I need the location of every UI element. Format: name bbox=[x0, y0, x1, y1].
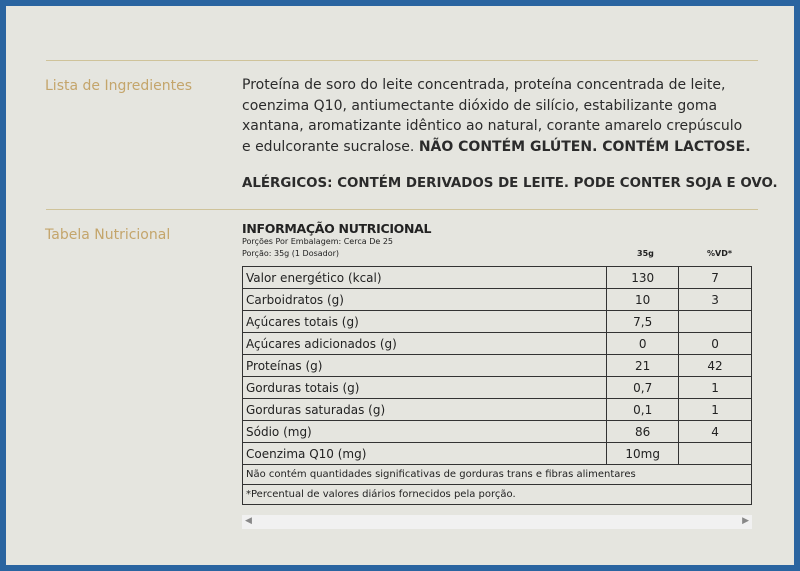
nutrient-value: 7,5 bbox=[607, 311, 679, 333]
allergens-warning: ALÉRGICOS: CONTÉM DERIVADOS DE LEITE. PODE CONTER SOJA E OVO. bbox=[242, 176, 778, 191]
gluten-lactose-warning: NÃO CONTÉM GLÚTEN. CONTÉM LACTOSE. bbox=[418, 138, 751, 155]
ingredients-text bbox=[242, 75, 754, 157]
scroll-left-arrow-icon[interactable]: ◀ bbox=[245, 516, 252, 526]
nutrient-dv: 4 bbox=[679, 421, 752, 443]
table-row bbox=[243, 311, 752, 333]
nutrition-table-title: INFORMAÇÃO NUTRICIONAL bbox=[242, 221, 432, 236]
note-trans-fibers: Não contém quantidades significativas de gorduras trans e fibras alimentares bbox=[243, 465, 752, 485]
table-row bbox=[243, 289, 752, 311]
nutrient-value: 86 bbox=[607, 421, 679, 443]
ingredients-section-label: Lista de Ingredientes bbox=[45, 78, 193, 94]
scroll-right-arrow-icon[interactable]: ▶ bbox=[742, 516, 749, 526]
nutrient-name: Gorduras totais (g) bbox=[243, 377, 607, 399]
nutrient-name: Açúcares adicionados (g) bbox=[243, 333, 607, 355]
nutrient-value: 10 bbox=[607, 289, 679, 311]
serving-size: Porção: 35g (1 Dosador) bbox=[242, 249, 340, 258]
nutrient-name: Gorduras saturadas (g) bbox=[243, 399, 607, 421]
nutrient-dv: 0 bbox=[679, 333, 752, 355]
nutrition-table-meta bbox=[242, 236, 752, 266]
table-note-row bbox=[243, 485, 752, 505]
nutrient-value: 0,7 bbox=[607, 377, 679, 399]
table-row bbox=[243, 377, 752, 399]
column-header-dv: %VD* bbox=[707, 249, 733, 258]
table-row bbox=[243, 421, 752, 443]
nutrient-dv: 7 bbox=[679, 267, 752, 289]
column-header-amount: 35g bbox=[637, 249, 654, 258]
servings-per-package: Porções Por Embalagem: Cerca De 25 bbox=[242, 237, 393, 246]
nutrient-name: Carboidratos (g) bbox=[243, 289, 607, 311]
table-row bbox=[243, 355, 752, 377]
nutrient-dv: 1 bbox=[679, 377, 752, 399]
table-row bbox=[243, 333, 752, 355]
nutrition-table-block bbox=[242, 222, 752, 505]
product-info-panel bbox=[6, 6, 794, 565]
table-row bbox=[243, 267, 752, 289]
nutrient-name: Açúcares totais (g) bbox=[243, 311, 607, 333]
divider-middle bbox=[46, 209, 758, 210]
note-daily-values: *Percentual de valores diários fornecidos pela porção. bbox=[243, 485, 752, 505]
divider-top bbox=[46, 60, 758, 61]
ingredients-list: Proteína de soro do leite concentrada, proteína concentrada de leite, coenzima Q10, antiumectante dióxido de silício, estabilizante goma xantana, aromatizante idêntico ao natural, corante amarelo crepúsculo e edulcorante sucralose. bbox=[242, 77, 743, 155]
nutrient-dv: 3 bbox=[679, 289, 752, 311]
nutrient-name: Proteínas (g) bbox=[243, 355, 607, 377]
nutrient-value: 21 bbox=[607, 355, 679, 377]
table-row bbox=[243, 399, 752, 421]
table-note-row bbox=[243, 465, 752, 485]
nutrient-dv: 1 bbox=[679, 399, 752, 421]
table-row bbox=[243, 443, 752, 465]
nutrient-value: 0 bbox=[607, 333, 679, 355]
nutrient-name: Coenzima Q10 (mg) bbox=[243, 443, 607, 465]
nutrient-dv bbox=[679, 443, 752, 465]
nutrient-dv bbox=[679, 311, 752, 333]
nutrition-section-label: Tabela Nutricional bbox=[45, 227, 171, 243]
nutrition-table bbox=[242, 266, 752, 505]
nutrient-name: Valor energético (kcal) bbox=[243, 267, 607, 289]
nutrient-dv: 42 bbox=[679, 355, 752, 377]
nutrient-value: 10mg bbox=[607, 443, 679, 465]
nutrient-value: 0,1 bbox=[607, 399, 679, 421]
nutrient-name: Sódio (mg) bbox=[243, 421, 607, 443]
horizontal-scrollbar[interactable] bbox=[242, 515, 752, 529]
nutrient-value: 130 bbox=[607, 267, 679, 289]
